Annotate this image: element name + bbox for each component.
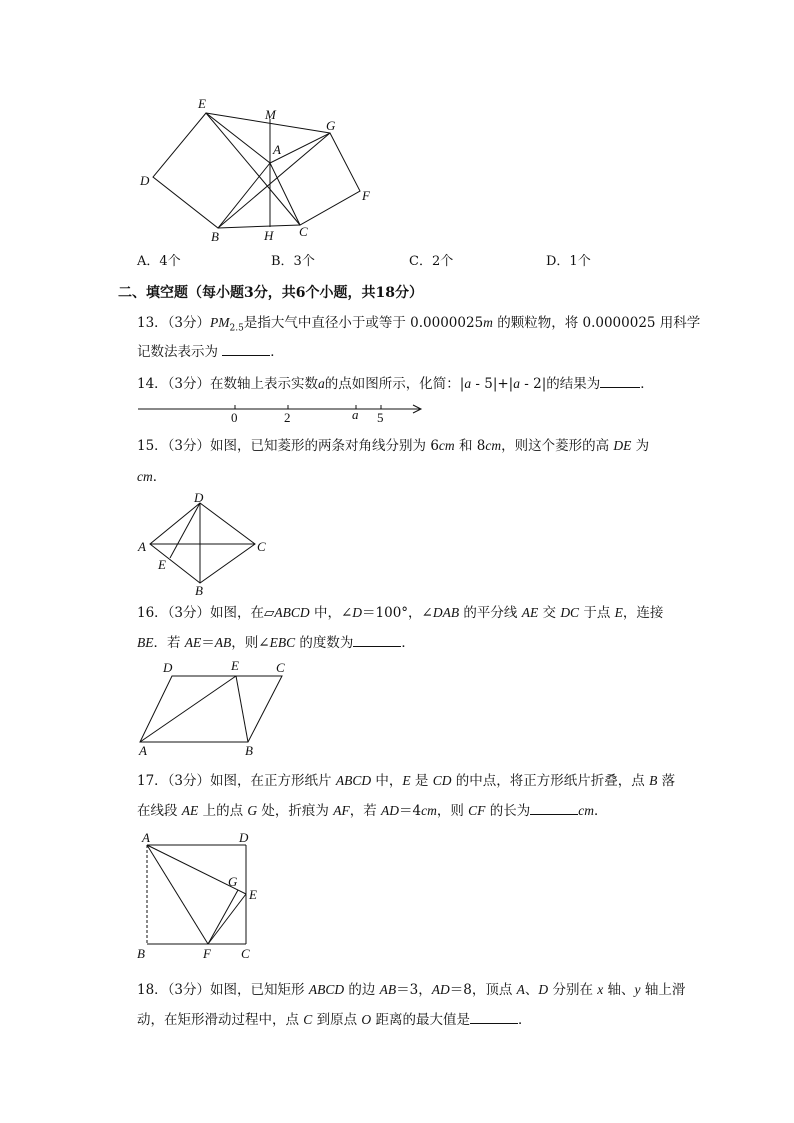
q12-label-f: F [362,188,370,203]
question-17-line1: 17．（3分）如图，在正方形纸片 ABCD 中，E 是 CD 的中点，将正方形纸片折叠，点 B 落 [137,773,676,789]
q17-figure [135,827,265,962]
q12-choice-b[interactable]: B．3个 [271,254,315,269]
q17-segment-fg [208,890,238,944]
question-13-line1: 13．（3分）$PM_{2.5}$是指大气中直径小于或等于 0.0000025m 的颗粒物，将 0.0000025 用科学 [137,315,701,334]
q16-label-a: A [139,743,147,758]
q17-label-g: G [228,874,238,889]
q16-segment-ae [140,676,236,742]
q16-label-b: B [245,743,253,758]
question-16-line1: 16．（3分）如图，在▱ABCD 中，∠D＝100°，∠DAB 的平分线 AE 交 DC 于点 E，连接 [137,605,664,621]
question-14: 14．（3分）在数轴上表示实数a的点如图所示，化简：|a - 5|+|a - 2|的结果为 ． [137,376,654,392]
q16-label-d: D [163,660,173,675]
q14-answer-blank[interactable] [600,387,640,388]
q17-label-b: B [137,946,145,961]
section-title: 二、填空题（每小题3分，共6个小题，共18分） [118,285,423,301]
q15-figure [135,488,275,596]
q15-height-de [170,503,200,558]
q16-label-e: E [231,658,239,673]
q15-label-d: D [194,490,204,505]
q12-square-left [153,113,270,228]
q15-label-e: E [158,557,166,572]
q12-label-d: D [140,173,150,188]
question-18-line2: 动，在矩形滑动过程中，点 C 到原点 O 距离的最大值是 ． [137,1012,532,1028]
q12-segment-bc [218,225,300,228]
q18-answer-blank[interactable] [470,1023,518,1024]
q16-figure [135,655,295,760]
q12-label-g: G [326,118,336,133]
q15-label-c: C [257,539,266,554]
q12-label-e: E [198,96,206,111]
q12-label-a: A [273,142,281,157]
q17-segment-fe [208,894,246,944]
question-15-line2: cm． [137,469,167,485]
question-17-line2: 在线段 AE 上的点 G 处，折痕为 AF，若 AD＝4cm，则 CF 的长为 cm． [137,803,608,819]
q12-label-b: B [211,229,219,244]
q12-label-h: H [264,228,274,243]
q17-answer-blank[interactable] [530,814,578,815]
q12-label-m: M [265,107,276,122]
q16-parallelogram [140,676,282,742]
q14-label-5: 5 [377,410,384,425]
q12-choice-d[interactable]: D．1个 [546,254,591,269]
q16-label-c: C [276,660,285,675]
q15-label-b: B [195,583,203,596]
q14-number-line [135,398,430,428]
q17-label-d: D [239,830,249,845]
q12-label-c: C [299,224,308,239]
q12-choice-c[interactable]: C．2个 [409,254,454,269]
q13-answer-blank[interactable] [222,355,270,356]
q17-label-f: F [203,946,211,961]
q14-label-a: a [352,407,359,422]
q16-answer-blank[interactable] [353,646,401,647]
question-15-line1: 15．（3分）如图，已知菱形的两条对角线分别为 6cm 和 8cm，则这个菱形的高 DE 为 [137,438,650,454]
question-16-line2: BE．若 AE＝AB，则∠EBC 的度数为 ． [137,635,415,651]
q14-label-0: 0 [231,410,238,425]
q12-choice-a[interactable]: A．4个 [137,254,181,269]
q17-label-e: E [249,887,257,902]
q12-segment-ec [206,113,300,225]
q12-figure [130,95,390,245]
question-13-line2: 记数法表示为 ． [137,344,284,360]
q17-label-c: C [241,946,250,961]
question-18-line1: 18．（3分）如图，已知矩形 ABCD 的边 AB＝3，AD＝8，顶点 A、D 分别在 x 轴、y 轴上滑 [137,982,686,998]
q14-label-2: 2 [284,410,291,425]
q15-label-a: A [138,539,146,554]
q17-label-a: A [142,830,150,845]
q12-square-right [270,133,360,225]
q16-segment-be [236,676,248,742]
